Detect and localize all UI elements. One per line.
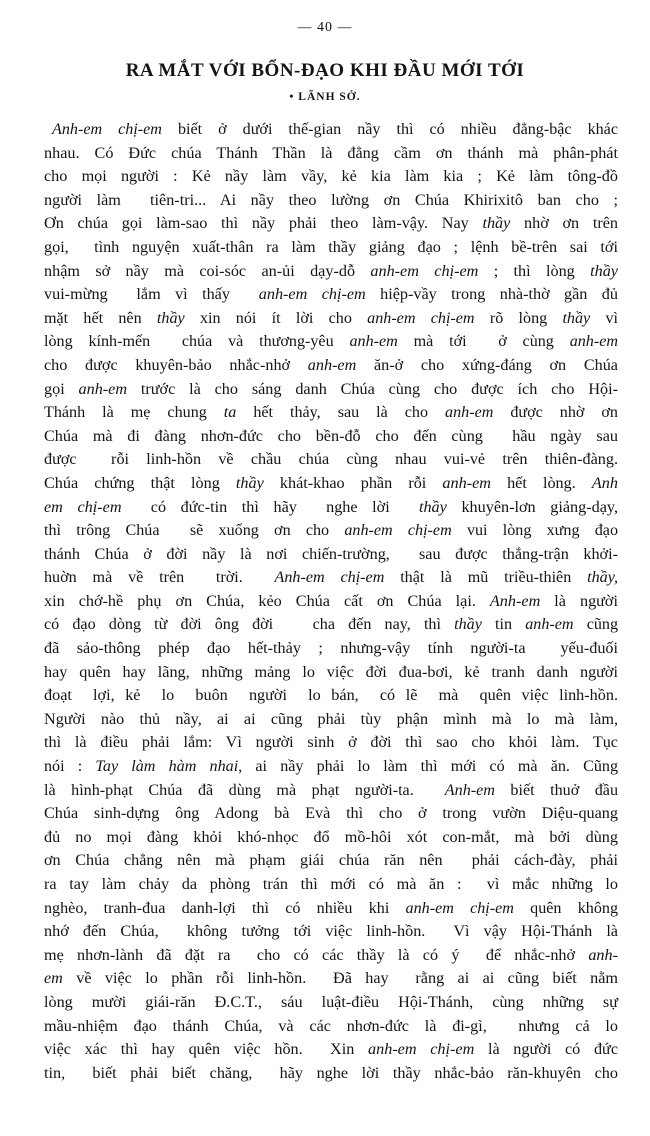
text-line — [44, 260, 618, 284]
italic-text-segment: anh-em chị-em — [368, 1040, 475, 1059]
italic-text-segment: thầy — [156, 309, 185, 327]
text-line — [44, 897, 618, 921]
text-segment: thánh Chúa ở đời nầy là nơi chiến-trường, sau được thắng-trận khởi- — [44, 544, 618, 563]
text-segment: biết ở dưới thế-gian nầy thì có nhiều đẳng-bậc khác — [161, 121, 618, 138]
text-segment: xin nói ít lời cho — [184, 309, 368, 327]
italic-text-segment: thầy — [235, 473, 264, 492]
text-segment: nghèo, tranh-đua danh-lợi thì có nhiều khi — [44, 899, 406, 917]
text-line — [44, 802, 618, 826]
italic-text-segment: anh-em — [569, 333, 618, 351]
text-line — [44, 401, 618, 425]
text-segment: Chúa sinh-dựng ông Adong bà Evà thì cho ở trong vườn Diệu-quang — [44, 804, 618, 823]
text-segment: là hình-phạt Chúa đã dùng mà phạt người-ta. — [44, 781, 445, 799]
text-segment: rõ lòng — [474, 309, 563, 327]
italic-text-segment: anh-em — [349, 333, 398, 351]
text-segment: khát-khao phần rỗi — [263, 473, 443, 492]
text-line — [44, 307, 618, 331]
page-subtitle: • LÃNH SỞ. — [289, 91, 361, 103]
text-segment: nói : — [44, 758, 96, 776]
text-segment: thì trông Chúa sẽ xuống ơn cho — [44, 522, 345, 540]
italic-text-segment: em chị-em — [44, 497, 122, 516]
text-line — [44, 448, 618, 472]
text-line — [44, 212, 618, 236]
text-segment: đủ no mọi đàng khỏi khó-nhọc đổ mồ-hôi xót con-mắt, mà bởi dùng — [44, 827, 618, 846]
text-line — [44, 991, 618, 1015]
text-segment: vì — [590, 309, 619, 327]
italic-text-segment: anh-em — [307, 355, 357, 374]
italic-text-segment: anh-em chị-em — [370, 261, 479, 280]
text-segment: mà tới ở cùng — [397, 333, 570, 351]
italic-text-segment: Anh-em — [444, 781, 495, 799]
italic-text-segment: anh- — [588, 945, 618, 964]
italic-text-segment: Anh — [591, 473, 618, 492]
text-segment: lòng kính-mến chúa và thương-yêu — [44, 333, 350, 351]
italic-text-segment: Anh-em chị-em — [274, 569, 385, 587]
text-line — [44, 755, 618, 779]
page-number: — 40 — — [297, 20, 353, 35]
page-title: RA MẮT VỚI BỔN-ĐẠO KHI ĐẦU MỚI TỚI — [125, 60, 525, 81]
text-segment: cho được khuyên-bảo nhắc-nhở — [44, 355, 308, 374]
text-segment: trước là cho sáng danh Chúa cùng cho được ích cho Hội- — [127, 379, 618, 398]
text-segment: là người — [540, 591, 618, 610]
text-line — [44, 519, 618, 543]
text-segment: gọi, tình nguyện xuất-thân ra làm thầy giảng đạo ; lệnh bề-trên sai tới — [44, 237, 618, 256]
text-segment: có đức-tin thì hãy nghe lời — [121, 497, 419, 516]
text-segment: đã sảo-thông phép đạo hết-thảy ; nhưng-vậy tính người-ta yếu-đuối — [44, 639, 618, 658]
text-segment: mầu-nhiệm đạo thánh Chúa, và các nhơn-đức là đi-gì, nhưng cả lo — [44, 1016, 618, 1035]
italic-text-segment: anh-em chị-em — [258, 285, 366, 304]
text-segment: về việc lo phần rỗi linh-hồn. Đã hay rằng ai ai cũng biết nằm — [62, 969, 618, 988]
italic-text-segment: em — [44, 969, 63, 988]
italic-text-segment: anh-em chị-em — [405, 899, 514, 917]
italic-text-segment: thầy — [418, 497, 447, 516]
text-segment: Thánh là mẹ chung — [44, 404, 224, 422]
text-line — [44, 920, 618, 944]
text-segment: biết thuở đầu — [494, 781, 619, 799]
text-segment: tin — [481, 616, 526, 634]
text-segment: ai nầy phải lo làm thì mới có mà ăn. Cũng — [242, 758, 619, 776]
italic-text-segment: anh-em chị-em — [367, 309, 475, 327]
italic-text-segment: anh-em — [442, 473, 491, 492]
text-segment: được rỗi linh-hồn về chầu chúa cùng nhau vui-vẻ trên thiên-đàng. — [44, 450, 618, 469]
text-segment: được nhờ ơn — [493, 404, 618, 422]
text-segment: ra tay làm chảy da phòng trán thì mới có mà ăn : vì mắc những lo — [44, 875, 618, 893]
text-segment: Ơn chúa gọi làm-sao thì nầy phải theo làm-vậy. Nay — [44, 214, 483, 233]
text-line — [44, 543, 618, 567]
text-line — [44, 590, 618, 614]
text-line — [44, 944, 618, 968]
text-line — [44, 189, 618, 213]
text-segment: thật là mũ triều-thiên — [384, 569, 588, 587]
text-segment: vui-mừng lắm vì thấy — [44, 285, 259, 304]
text-segment: Chúa mà đi đàng nhơn-đức cho bền-đỗ cho đến cùng hầu ngày sau — [44, 426, 618, 445]
text-segment: nhờ ơn trên — [510, 214, 618, 233]
italic-text-segment: anh-em chị-em — [344, 522, 452, 540]
text-segment: huờn mà về trên trời. — [44, 569, 275, 587]
italic-text-segment: anh-em — [525, 616, 574, 634]
text-line — [44, 731, 618, 755]
text-segment: cho mọi người : Kẻ nầy làm vầy, kẻ kia làm kia ; Kẻ làm tông-đồ — [44, 167, 618, 186]
italic-text-segment: ta — [223, 404, 237, 422]
text-line — [44, 661, 618, 685]
text-line — [44, 236, 618, 260]
text-segment: Chúa chứng thật lòng — [44, 473, 236, 492]
text-segment: thì là điều phải lắm: Vì người sinh ở đời thì sao cho khỏi làm. Tục — [44, 733, 618, 752]
italic-text-segment: Anh-em chị-em — [52, 121, 162, 138]
text-segment: ăn-ở cho xứng-đáng ơn Chúa — [356, 355, 618, 374]
text-segment: có đạo dòng từ đời ông đời cha đến nay, thì — [44, 616, 455, 634]
text-line — [44, 354, 618, 378]
text-segment: việc xác thì hay quên việc hồn. Xin — [44, 1040, 368, 1059]
text-line — [44, 118, 618, 142]
italic-text-segment: anh-em — [78, 379, 128, 398]
body-text — [44, 118, 618, 1085]
italic-text-segment: Anh-em — [489, 591, 541, 610]
text-line — [44, 826, 618, 850]
text-segment: mặt hết nên — [44, 309, 157, 327]
text-line — [44, 1038, 618, 1062]
text-segment: hết lòng. — [490, 473, 592, 492]
text-line — [44, 708, 618, 732]
text-segment: hay quên hay lãng, những mảng lo việc đời đua-bơi, kẻ tranh danh người — [44, 662, 618, 681]
text-segment: nhau. Có Đức chúa Thánh Thần là đẳng cầm ơn thánh mà phân-phát — [44, 143, 618, 162]
text-line — [44, 165, 618, 189]
text-segment: quên không — [513, 899, 619, 917]
text-line — [44, 967, 618, 991]
text-segment: người làm tiên-tri... Ai nầy theo lường ơn Chúa Khirixitô ban cho ; — [44, 190, 618, 209]
text-line — [44, 566, 618, 590]
italic-text-segment: Tay làm hàm nhai, — [95, 758, 243, 776]
text-segment: khuyên-lơn giảng-dạy, — [446, 497, 618, 516]
text-segment: Người nào thủ nầy, ai ai cũng phải tùy phận mình mà lo mà làm, — [44, 709, 618, 728]
italic-text-segment: thầy — [482, 214, 511, 233]
italic-text-segment: anh-em — [445, 404, 494, 422]
text-line — [44, 378, 618, 402]
text-line — [44, 849, 618, 873]
text-line — [44, 425, 618, 449]
text-line — [44, 779, 618, 803]
text-segment: tin, biết phải biết chăng, hãy nghe lời thầy nhắc-bảo răn-khuyên cho — [44, 1063, 618, 1082]
text-segment: mẹ nhơn-lành đã đặt ra cho có các thầy là có ý để nhắc-nhở — [44, 945, 589, 964]
text-line — [44, 330, 618, 354]
italic-text-segment: thầy — [454, 616, 482, 634]
text-line — [44, 613, 618, 637]
text-segment: vui lòng xưng đạo — [451, 522, 618, 540]
text-segment: xin chớ-hề phụ ơn Chúa, kẻo Chúa cất ơn Chúa lại. — [44, 591, 490, 610]
italic-text-segment: thầy — [562, 309, 591, 327]
text-segment: ơn Chúa chẳng nên mà phạm giái chúa răn nên phải cách-đày, phải — [44, 851, 618, 870]
text-line — [44, 142, 618, 166]
text-line — [44, 684, 618, 708]
text-line — [44, 637, 618, 661]
text-line — [44, 1015, 618, 1039]
italic-text-segment: thầy — [590, 261, 618, 280]
text-segment: lòng mười giái-răn Đ.C.T., sáu luật-điều Hội-Thánh, cùng những sự — [44, 992, 618, 1011]
text-segment: là người có đức — [474, 1040, 618, 1059]
text-line — [44, 496, 618, 520]
text-segment: hiệp-vầy trong nhà-thờ gần đủ — [365, 285, 618, 304]
text-line — [44, 472, 618, 496]
text-line — [44, 873, 618, 897]
text-segment: nhớ đến Chúa, không tưởng tới việc linh-hồn. Vì vậy Hội-Thánh là — [44, 922, 618, 941]
text-segment: hết thảy, sau là cho — [236, 404, 446, 422]
text-segment: nhậm sở nầy mà coi-sóc an-ủi dạy-dỗ — [44, 261, 371, 280]
italic-text-segment: thầy, — [587, 569, 618, 587]
text-line — [44, 1062, 618, 1086]
text-segment: đoạt lợi, kẻ lo buôn người lo bán, có lẽ mà quên việc linh-hồn. — [44, 686, 618, 705]
text-line — [44, 283, 618, 307]
text-segment: cũng — [573, 616, 619, 634]
text-segment: ; thì lòng — [478, 261, 591, 280]
text-segment: gọi — [44, 379, 79, 398]
